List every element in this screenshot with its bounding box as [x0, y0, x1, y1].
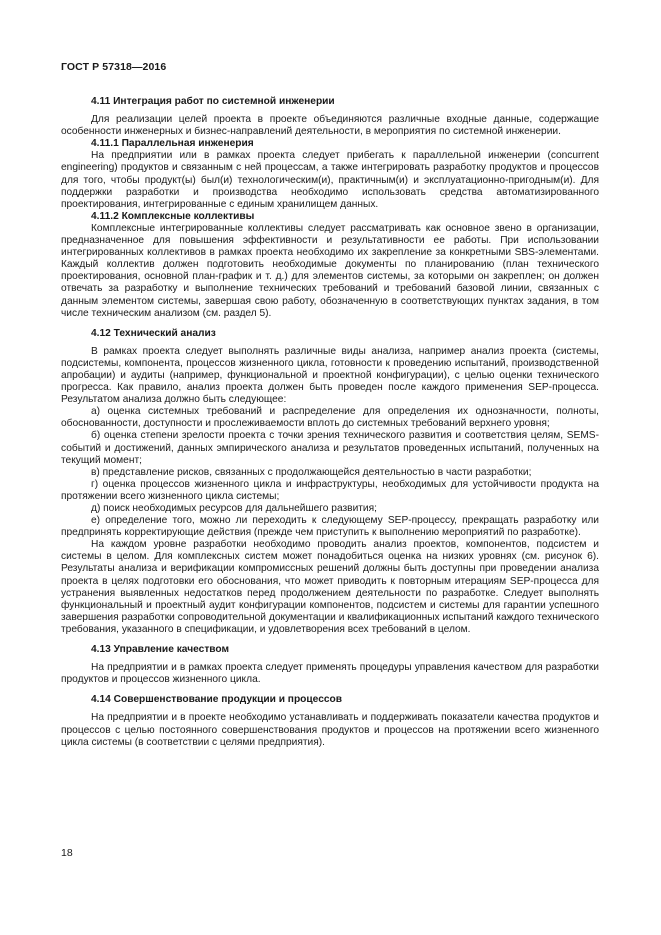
- paragraph: Комплексные интегрированные коллективы следует рассматривать как основное звено в организации, предназначенное для повышения эффективности и результативности ее работы. При использовании интегрированных коллективов в рамках проекта необходимо их закрепление за конкретными SBS-элементами. Каждый коллектив должен подготовить необходимые документы по планированию (план технического проектирования, основной план-график и т. д.) для элементов системы, за которыми он закреплен; он должен отвечать за разработку и выполнение технических требований и требований базовой линии, связанных с данным элементом системы, завершая свою работу, обозначенную в соответствующих пунктах задания, в том числе техническим анализом (см. раздел 5).: [61, 222, 599, 319]
- section-heading: 4.12 Технический анализ: [91, 327, 216, 339]
- paragraph: а) оценка системных требований и распределение для определения их однозначности, полноты, обоснованности, доступности и прослеживаемости вплоть до системных требований верхнего уровня;: [61, 406, 599, 430]
- paragraph: д) поиск необходимых ресурсов для дальнейшего развития;: [91, 503, 377, 514]
- paragraph: На каждом уровне разработки необходимо проводить анализ проектов, компонентов, подсистем и системы в целом. Для комплексных систем может понадобиться оценка на низких уровнях (см. рисунок 6). Результаты анализа и верификации компромиссных решений должны быть доступны при проведении анализа проекта в целях подготовки его обоснования, что может приводить к повторным итерациям SEP-процесса для устранения выявленных недостатков перед продолжением деятельности по разработке. Следует выполнять функциональный и проектный аудит конфигурации компонентов, подсистем и системы для гарантии успешного завершения разработки сопроводительной документации и квалификационных испытаний каждого технического требования, указанного в спецификации, и удовлетворения всех требований в целом.: [61, 539, 599, 635]
- paragraph: На предприятии и в рамках проекта следует применять процедуры управления качеством для разработки продуктов и процессов жизненного цикла.: [61, 662, 599, 686]
- section-heading: 4.11 Интеграция работ по системной инженерии: [91, 96, 335, 107]
- paragraph: г) оценка процессов жизненного цикла и инфраструктуры, необходимых для устойчивости продукта на протяжении всего жизненного цикла системы;: [61, 478, 599, 502]
- section-gap: [61, 686, 599, 694]
- standard-header: ГОСТ Р 57318—2016: [61, 61, 167, 73]
- subsection-heading: 4.11.2 Комплексные коллективы: [91, 210, 255, 222]
- paragraph: в) представление рисков, связанных с продолжающейся деятельностью в части разработки;: [91, 466, 532, 478]
- paragraph: На предприятии и в проекте необходимо устанавливать и поддерживать показатели качества продуктов и процессов с целью постоянного совершенствования продуктов и процессов на протяжении всего жизненного цикла системы (в соответствии с целями предприятия).: [61, 712, 599, 748]
- paragraph: е) определение того, можно ли переходить к следующему SEP-процессу, прекращать разработку или предпринять корректирующие действия (прежде чем приступить к выполнению мероприятий по разработке).: [61, 515, 599, 539]
- paragraph: В рамках проекта следует выполнять различные виды анализа, например анализ проекта (системы, подсистемы, компонента, процессов жизненного цикла, готовности к проведению испытаний, производственной апробации) и аудиты (например, функциональной и проектной конфигурации), с целью оценки технического прогресса. Как правило, анализ проекта должен быть проведен после каждого применения SEP-процесса. Результатом анализа должно быть следующее:: [61, 345, 599, 406]
- section-heading: 4.13 Управление качеством: [91, 644, 230, 656]
- section-gap: [61, 320, 599, 328]
- subsection-heading: 4.11.1 Параллельная инженерия: [91, 138, 254, 150]
- paragraph: б) оценка степени зрелости проекта с точки зрения технического развития и соответствия целям, SEMS-событий и достижений, данных эмпирического анализа и результатов проведенных испытаний, полученных на текущий момент;: [61, 430, 599, 466]
- paragraph: На предприятии или в рамках проекта следует прибегать к параллельной инженерии (concurrent engineering) продуктов и связанным с ней процессам, а также интегрировать разработку продуктов и процессов для того, чтобы продукт(ы) был(и) технологическим(и), практичным(и) и эксплуатационно-пригодным(и). Для поддержки разработки и производства необходимо использовать средства автоматизированного проектирования, интегрированные с единым хранилищем данных.: [61, 150, 599, 210]
- page-number: 18: [61, 847, 73, 859]
- section-heading: 4.14 Совершенствование продукции и процессов: [91, 694, 343, 706]
- document-body: [61, 96, 599, 749]
- paragraph: Для реализации целей проекта в проекте объединяются различные входные данные, содержащие особенности инженерных и бизнес-направлений деятельности, в мероприятия по системной инженерии.: [61, 114, 599, 138]
- section-gap: [61, 636, 599, 644]
